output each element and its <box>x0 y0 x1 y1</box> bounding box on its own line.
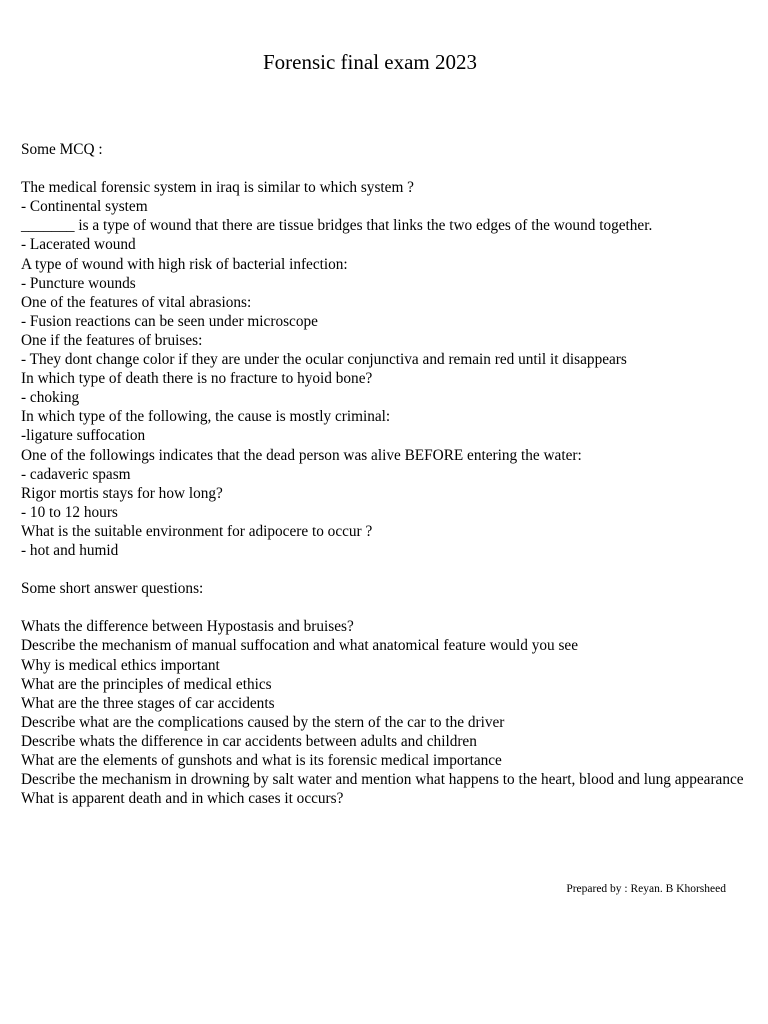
mcq-heading: Some MCQ : <box>21 141 103 158</box>
short-answer-heading: Some short answer questions: <box>21 580 204 598</box>
mcq-answer: - choking <box>21 389 80 407</box>
mcq-answer: -ligature suffocation <box>21 427 146 445</box>
short-question: Describe whats the difference in car accidents between adults and children <box>21 732 477 750</box>
spacer <box>21 560 746 579</box>
short-question: What are the three stages of car accidents <box>21 694 275 712</box>
mcq-question: One of the followings indicates that the dead person was alive BEFORE entering the water: <box>21 446 582 464</box>
short-question: Describe the mechanism of manual suffocation and what anatomical feature would you see <box>21 637 579 655</box>
author-credit: Prepared by : Reyan. B Khorsheed <box>566 883 726 895</box>
page-title: Forensic final exam 2023 <box>262 50 478 74</box>
mcq-answer: - 10 to 12 hours <box>21 503 118 521</box>
mcq-question: The medical forensic system in iraq is similar to which system ? <box>21 179 414 197</box>
mcq-question: In which type of the following, the cause is mostly criminal: <box>21 408 391 426</box>
short-question: Whats the difference between Hypostasis and bruises? <box>21 618 354 636</box>
spacer <box>21 598 746 617</box>
mcq-question: One if the features of bruises: <box>21 331 203 349</box>
mcq-answer: - cadaveric spasm <box>21 465 131 483</box>
mcq-answer: - They dont change color if they are under the ocular conjunctiva and remain red until it disappears <box>21 351 627 369</box>
short-question: What is apparent death and in which cases it occurs? <box>21 790 344 808</box>
mcq-question: What is the suitable environment for adipocere to occur ? <box>21 522 373 540</box>
spacer <box>21 159 746 178</box>
document-body <box>21 140 746 808</box>
short-question: Describe what are the complications caused by the stern of the car to the driver <box>21 713 505 731</box>
short-question: Describe the mechanism in drowning by salt water and mention what happens to the heart, blood and lung appearance <box>21 771 744 789</box>
mcq-answer: - Fusion reactions can be seen under microscope <box>21 312 318 330</box>
mcq-question: One of the features of vital abrasions: <box>21 293 252 311</box>
mcq-question: A type of wound with high risk of bacterial infection: <box>21 255 348 273</box>
short-question: Why is medical ethics important <box>21 656 220 674</box>
mcq-answer: - Continental system <box>21 198 148 216</box>
mcq-answer: - Puncture wounds <box>21 274 136 292</box>
mcq-question: _______ is a type of wound that there are tissue bridges that links the two edges of the wound together. <box>21 217 653 235</box>
mcq-question: Rigor mortis stays for how long? <box>21 484 223 502</box>
mcq-answer: - Lacerated wound <box>21 236 136 254</box>
mcq-question: In which type of death there is no fracture to hyoid bone? <box>21 370 373 388</box>
mcq-answer: - hot and humid <box>21 541 119 559</box>
short-question: What are the elements of gunshots and what is its forensic medical importance <box>21 752 502 769</box>
short-question: What are the principles of medical ethics <box>21 675 272 693</box>
